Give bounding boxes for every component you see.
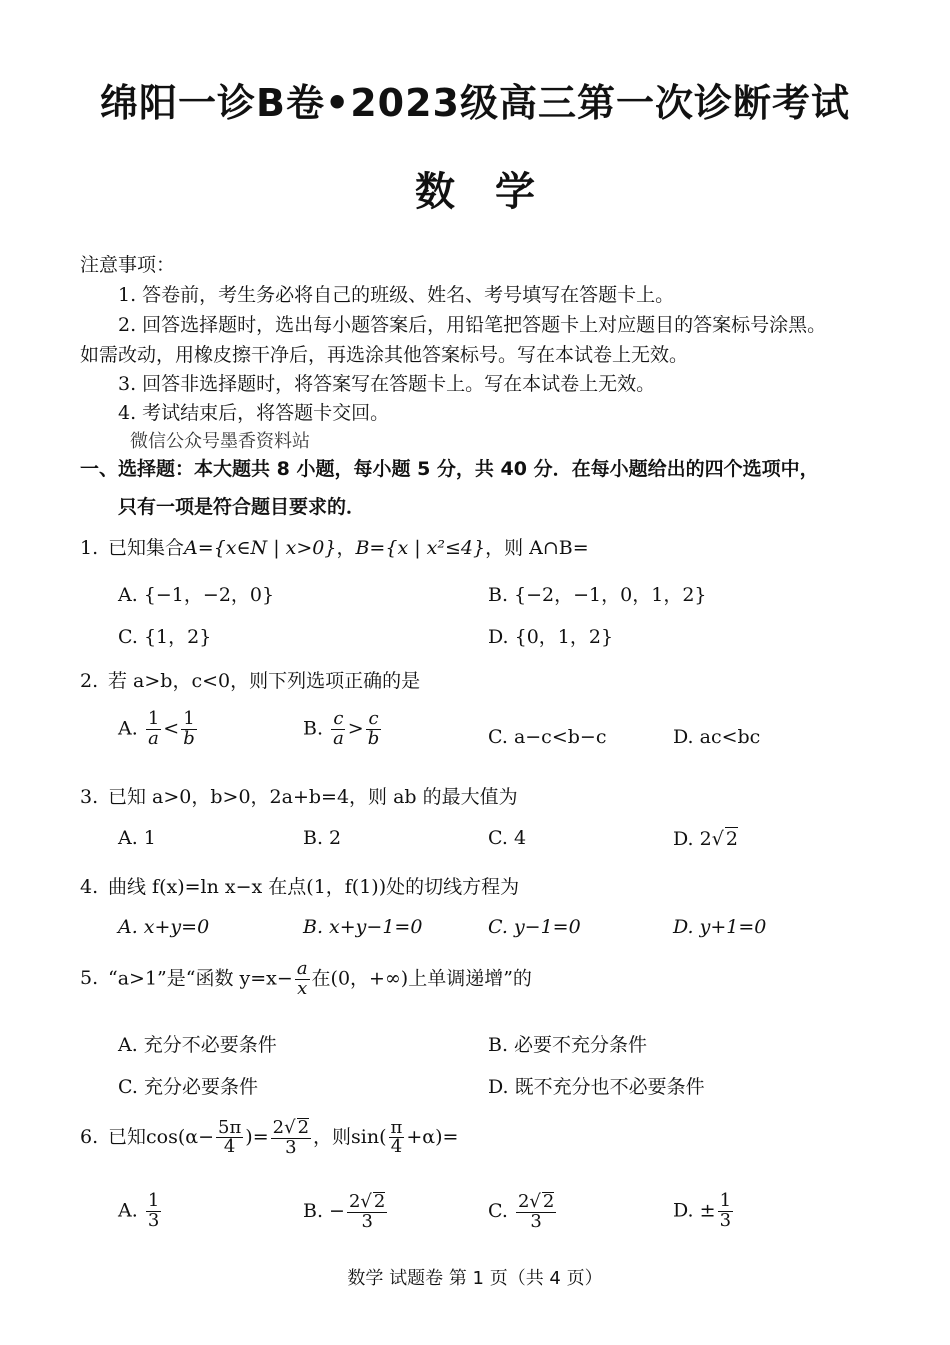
fraction <box>181 710 197 749</box>
question-5-stem <box>80 960 532 999</box>
q1-option-d: D. {0，1，2} <box>488 626 614 648</box>
option-label: D. ± <box>673 1199 716 1222</box>
fraction <box>146 1192 161 1231</box>
exam-title: 绵阳一诊B卷•2023级高三第一次诊断考试 <box>99 81 850 125</box>
stem-text-end: 在(0，+∞)上单调递增”的 <box>311 967 532 990</box>
radical-sign: √ <box>711 828 724 850</box>
stem-text: “a>1”是“函数 y=x− <box>108 967 293 990</box>
q2-option-a <box>118 710 199 749</box>
question-number: 2. <box>80 670 99 692</box>
set-b: B={x | x²≤4} <box>355 537 486 559</box>
operator: < <box>163 717 180 740</box>
stem-text-mid2: ，则sin( <box>313 1125 387 1148</box>
stem-text-end: +α)= <box>406 1125 459 1148</box>
section-heading: 一、选择题：本大题共 8 小题，每小题 5 分，共 40 分．在每小题给出的四个选项中， <box>80 458 819 480</box>
q2-option-b <box>303 710 383 749</box>
q4-option-c: C. y−1=0 <box>488 916 581 938</box>
fraction <box>271 1118 311 1158</box>
stem-text-mid: )= <box>245 1125 269 1148</box>
radicand: 2 <box>373 1191 386 1212</box>
option-label: D. 2 <box>673 828 712 850</box>
q3-option-b: B. 2 <box>303 827 342 849</box>
note-2-continued: 如需改动，用橡皮擦干净后，再选涂其他答案标号。写在本试卷上无效。 <box>80 344 689 366</box>
denominator: a <box>148 727 159 749</box>
q1-option-b: B. {−2，−1，0，1，2} <box>488 584 707 606</box>
notes-heading: 注意事项： <box>80 254 176 276</box>
denominator: 4 <box>390 1136 403 1158</box>
option-label: B. − <box>303 1199 345 1222</box>
numerator: a <box>296 958 308 979</box>
q5-option-c: C. 充分必要条件 <box>118 1076 258 1098</box>
radicand: 2 <box>297 1117 310 1138</box>
question-1-stem <box>80 533 589 560</box>
note-4: 4. 考试结束后，将答题卡交回。 <box>118 402 390 424</box>
coefficient: 2 <box>517 1191 530 1212</box>
set-a: A={x∈N | x>0} <box>184 537 337 559</box>
stem-text: 已知cos(α− <box>108 1125 214 1148</box>
q1-option-a: A. {−1，−2，0} <box>118 584 275 606</box>
stem-text: 若 a>b，c<0，则下列选项正确的是 <box>108 670 421 692</box>
fraction <box>516 1192 556 1232</box>
denominator: 3 <box>285 1136 297 1158</box>
note-3: 3. 回答非选择题时，将答案写在答题卡上。写在本试卷上无效。 <box>118 373 656 395</box>
numerator: π <box>390 1116 403 1138</box>
radicand: 2 <box>542 1191 555 1212</box>
operator: > <box>347 717 364 740</box>
q6-option-c <box>488 1192 558 1232</box>
subject-title: 数学 <box>415 169 575 215</box>
numerator: 2√ 2 <box>517 1191 555 1212</box>
option-label: A. <box>118 717 138 740</box>
q3-option-d <box>673 827 738 850</box>
section-heading-continued: 只有一项是符合题目要求的． <box>118 496 366 518</box>
note-2: 2. 回答选择题时，选出每小题答案后，用铅笔把答题卡上对应题目的答案标号涂黑。 <box>118 314 827 336</box>
question-number: 5. <box>80 967 99 990</box>
q6-option-b <box>303 1192 389 1232</box>
q4-option-a: A. x+y=0 <box>118 916 210 938</box>
question-4-stem <box>80 872 519 899</box>
question-6-stem <box>80 1118 458 1158</box>
denominator: b <box>183 727 195 749</box>
denominator: a <box>333 727 344 749</box>
question-number: 4. <box>80 876 99 898</box>
q2-option-c: C. a−c<b−c <box>488 726 607 748</box>
q6-option-d <box>673 1192 735 1231</box>
numerator: 1 <box>183 708 195 729</box>
denominator: 3 <box>147 1209 160 1231</box>
coefficient: 2 <box>272 1117 285 1138</box>
numerator: 2√ 2 <box>348 1191 386 1212</box>
question-3-stem <box>80 782 518 809</box>
option-label: B. <box>303 717 324 740</box>
fraction <box>718 1192 733 1231</box>
stem-text: 已知集合 <box>108 537 185 559</box>
question-number: 3. <box>80 786 99 808</box>
q5-option-d: D. 既不充分也不必要条件 <box>488 1076 705 1098</box>
fraction <box>295 960 310 999</box>
numerator: 5π <box>218 1116 242 1138</box>
denominator: 3 <box>719 1209 732 1231</box>
fraction <box>366 710 382 749</box>
numerator: 1 <box>147 708 160 729</box>
stem-text-end: ，则 A∩B= <box>485 537 589 559</box>
fraction <box>216 1116 243 1158</box>
coefficient: 2 <box>348 1191 361 1212</box>
q3-option-a: A. 1 <box>118 827 156 849</box>
option-label: A. <box>118 1199 138 1222</box>
q5-option-a: A. 充分不必要条件 <box>118 1034 277 1056</box>
fraction <box>146 710 161 749</box>
question-number: 1. <box>80 537 99 559</box>
numerator: 1 <box>719 1190 732 1211</box>
watermark-text: 微信公众号墨香资料站 <box>130 431 310 452</box>
numerator: c <box>333 708 344 729</box>
separator: ， <box>336 537 356 559</box>
q5-option-b: B. 必要不充分条件 <box>488 1034 648 1056</box>
radicand: 2 <box>725 828 738 850</box>
q3-option-c: C. 4 <box>488 827 527 849</box>
fraction <box>389 1116 405 1158</box>
denominator: 3 <box>530 1210 542 1232</box>
q4-option-d: D. y+1=0 <box>673 916 767 938</box>
question-number: 6. <box>80 1125 99 1148</box>
question-2-stem <box>80 666 420 693</box>
q4-option-b: B. x+y−1=0 <box>303 916 423 938</box>
stem-text: 曲线 f(x)=ln x−x 在点(1，f(1))处的切线方程为 <box>108 876 520 898</box>
q6-option-a <box>118 1192 163 1231</box>
option-label: C. <box>488 1199 508 1222</box>
stem-text: 已知 a>0，b>0，2a+b=4，则 ab 的最大值为 <box>108 786 518 808</box>
page-footer: 数学 试题卷 第 1 页（共 4 页） <box>347 1268 603 1289</box>
numerator: 2√ 2 <box>272 1117 310 1138</box>
note-1: 1. 答卷前，考生务必将自己的班级、姓名、考号填写在答题卡上。 <box>118 284 675 306</box>
fraction <box>347 1192 387 1232</box>
denominator: 3 <box>361 1210 373 1232</box>
denominator: 4 <box>223 1136 236 1158</box>
fraction <box>331 710 346 749</box>
denominator: b <box>367 727 380 749</box>
numerator: c <box>368 708 379 729</box>
numerator: 1 <box>147 1190 160 1211</box>
q1-option-c: C. {1，2} <box>118 626 212 648</box>
denominator: x <box>297 977 308 999</box>
q2-option-d: D. ac<bc <box>673 726 761 748</box>
